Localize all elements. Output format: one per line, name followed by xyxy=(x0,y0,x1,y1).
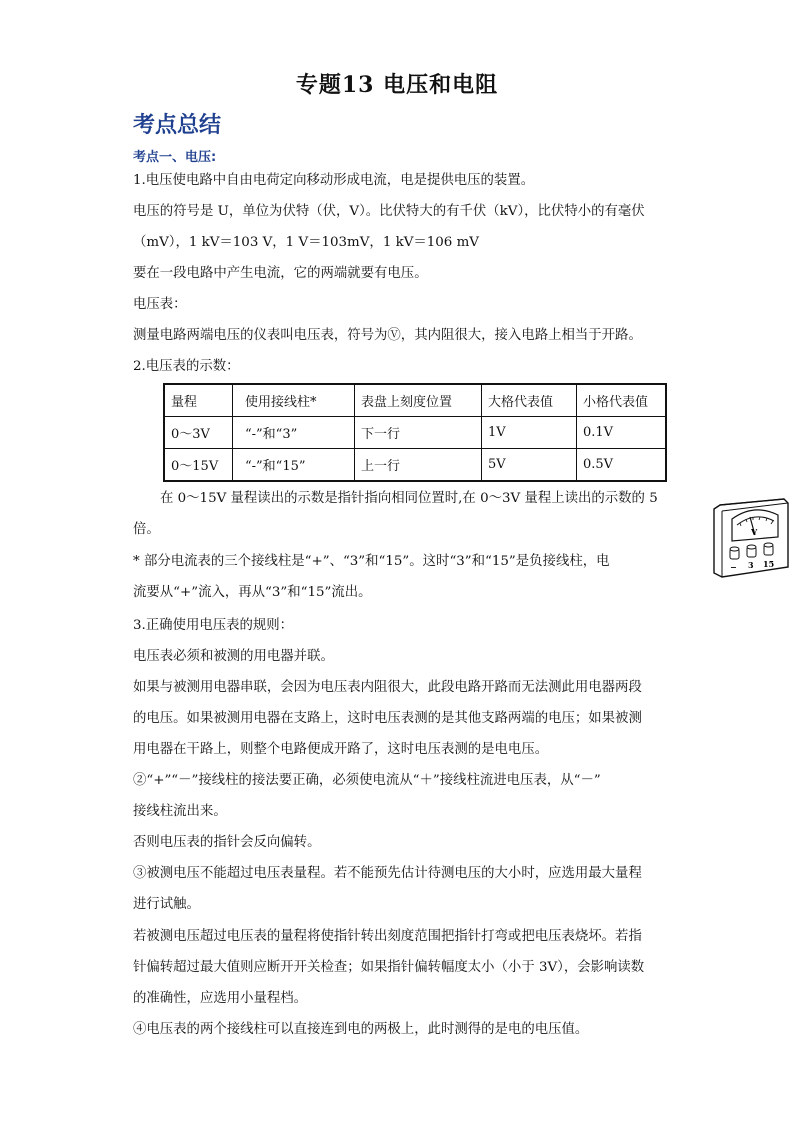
paragraph: 否则电压表的指针会反向偏转。 xyxy=(133,835,321,850)
table-header-cell: 使用接线柱* xyxy=(233,384,355,417)
voltmeter-illustration xyxy=(710,497,792,581)
table-header-cell: 表盘上刻度位置 xyxy=(355,384,482,417)
table-cell: 0.1V xyxy=(577,417,667,449)
table-cell: 下一行 xyxy=(355,417,482,449)
voltmeter-range-table xyxy=(163,383,667,482)
table-cell: 1V xyxy=(482,417,577,449)
table-header-row xyxy=(164,384,666,417)
terminal-label: 3 xyxy=(748,560,754,570)
paragraph: 电压的符号是 U，单位为伏特（伏，V）。比伏特大的有千伏（kV），比伏特小的有毫伏 xyxy=(133,204,645,219)
terminal-label: 15 xyxy=(763,559,775,569)
paragraph: 的准确性，应选用小量程档。 xyxy=(133,991,308,1006)
paragraph: 流要从“+”流入，再从“3”和“15”流出。 xyxy=(133,585,372,600)
paragraph: 的电压。如果被测用电器在支路上，这时电压表测的是其他支路两端的电压；如果被测 xyxy=(133,711,642,726)
terminal-label: − xyxy=(730,562,737,572)
paragraph: 用电器在干路上，则整个电路便成开路了，这时电压表测的是电电压。 xyxy=(133,742,549,757)
paragraph: 电压表必须和被测的用电器并联。 xyxy=(133,649,334,664)
paragraph: 测量电路两端电压的仪表叫电压表，符号为Ⓥ，其内阻很大，接入电路上相当于开路。 xyxy=(133,328,642,343)
paragraph: * 部分电流表的三个接线柱是“+”、“3”和“15”。这时“3”和“15”是负接线柱，电 xyxy=(133,554,610,569)
table-header-cell: 量程 xyxy=(164,384,233,417)
table-header-cell: 小格代表值 xyxy=(577,384,667,417)
paragraph: 接线柱流出来。 xyxy=(133,804,227,819)
point-heading: 考点一、电压: xyxy=(133,150,217,165)
dial-letter: V xyxy=(751,527,758,537)
table-cell: “-”和“15” xyxy=(233,449,355,482)
paragraph: 1.电压使电路中自由电荷定向移动形成电流，电是提供电压的装置。 xyxy=(133,173,535,188)
paragraph: 2.电压表的示数： xyxy=(133,359,240,374)
paragraph: ④电压表的两个接线柱可以直接连到电的两极上，此时测得的是电的电压值。 xyxy=(133,1022,589,1037)
paragraph: 在 0～15V 量程读出的示数是指针指向相同位置时,在 0～3V 量程上读出的示数的 5 xyxy=(160,491,658,506)
paragraph: 若被测电压超过电压表的量程将使指针转出刻度范围把指针打弯或把电压表烧坏。若指 xyxy=(133,929,642,944)
paragraph: 倍。 xyxy=(133,522,160,537)
paragraph: （mV），1 kV＝103 V，1 V＝103mV，1 kV＝106 mV xyxy=(133,235,479,250)
paragraph: ③被测电压不能超过电压表量程。若不能预先估计待测电压的大小时，应选用最大量程 xyxy=(133,866,642,881)
paragraph: ②“+”“－”接线柱的接法要正确，必须使电流从“＋”接线柱流进电压表，从“－” xyxy=(133,773,601,788)
table-cell: 0.5V xyxy=(577,449,667,482)
table-cell: 0～3V xyxy=(164,417,233,449)
table-header-cell: 大格代表值 xyxy=(482,384,577,417)
table-cell: “-”和“3” xyxy=(233,417,355,449)
paragraph: 针偏转超过最大值则应断开开关检查；如果指针偏转幅度太小（小于 3V），会影响读数 xyxy=(133,960,645,975)
paragraph: 如果与被测用电器串联，会因为电压表内阻很大，此段电路开路而无法测此用电器两段 xyxy=(133,680,642,695)
table-row xyxy=(164,449,666,482)
table-cell: 上一行 xyxy=(355,449,482,482)
page-title: 专题13 电压和电阻 xyxy=(295,72,499,98)
paragraph: 进行试触。 xyxy=(133,897,200,912)
table-cell: 5V xyxy=(482,449,577,482)
paragraph: 电压表： xyxy=(133,297,187,312)
paragraph: 要在一段电路中产生电流，它的两端就要有电压。 xyxy=(133,266,428,281)
paragraph: 3.正确使用电压表的规则： xyxy=(133,618,294,633)
table-row xyxy=(164,417,666,449)
section-heading: 考点总结 xyxy=(133,113,222,138)
table-cell: 0～15V xyxy=(164,449,233,482)
